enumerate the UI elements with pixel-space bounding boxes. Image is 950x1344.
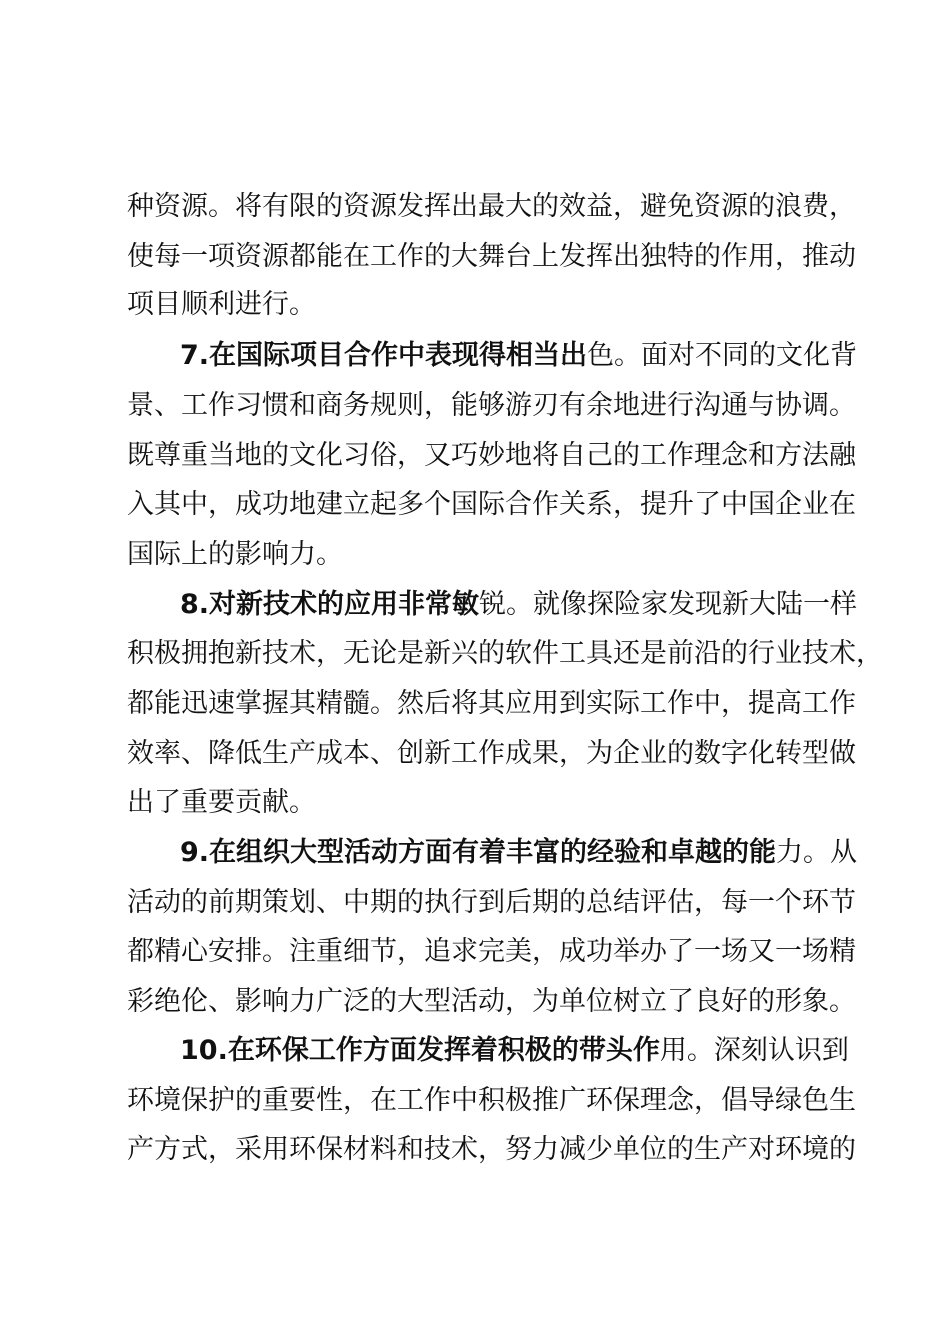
paragraph-line [127,729,856,779]
paragraph-line [127,280,832,330]
paragraph-line [127,878,856,928]
paragraph-heading-line [180,331,858,381]
line-text: 用。深刻认识到 [659,1035,849,1066]
item-heading: 8.对新技术的应用非常敏 [180,589,480,620]
line-text: 彩绝伦、影响力广泛的大型活动，为单位树立了良好的形象。 [127,986,856,1017]
line-text: 既尊重当地的文化习俗，又巧妙地将自己的工作理念和方法融 [127,440,856,471]
line-text: 种资源。将有限的资源发挥出最大的效益，避免资源的浪费， [127,191,856,222]
line-text: 积极拥抱新技术，无论是新兴的软件工具还是前沿的行业技术， [127,638,883,669]
line-text: 锐。就像探险家发现新大陆一样 [479,589,858,620]
line-text: 都能迅速掌握其精髓。然后将其应用到实际工作中，提高工作 [127,688,856,719]
line-text: 效率、降低生产成本、创新工作成果，为企业的数字化转型做 [127,738,856,769]
paragraph-line [127,431,856,481]
paragraph-line [127,679,856,729]
paragraph-line [127,629,883,679]
paragraph-line [127,977,856,1027]
paragraph-line [127,1076,856,1126]
paragraph-heading-line [180,580,858,630]
line-text: 出了重要贡献。 [127,787,316,818]
paragraph-line [127,530,832,580]
paragraph-line [127,927,856,977]
line-text: 活动的前期策划、中期的执行到后期的总结评估，每一个环节 [127,887,856,918]
item-heading: 7.在国际项目合作中表现得相当出 [180,340,588,371]
paragraph-line [127,480,856,530]
line-text: 产方式，采用环保材料和技术，努力减少单位的生产对环境的 [127,1134,856,1165]
paragraph-line [127,778,832,828]
line-text: 项目顺利进行。 [127,289,316,320]
line-text: 都精心安排。注重细节，追求完美，成功举办了一场又一场精 [127,936,856,967]
paragraph-line [127,381,856,431]
line-text: 国际上的影响力。 [127,539,343,570]
line-text: 环境保护的重要性，在工作中积极推广环保理念，倡导绿色生 [127,1085,856,1116]
paragraph-line [127,1125,856,1175]
item-heading: 10.在环保工作方面发挥着积极的带头作 [180,1035,660,1066]
line-text: 景、工作习惯和商务规则，能够游刃有余地进行沟通与协调。 [127,390,856,421]
line-text: 使每一项资源都能在工作的大舞台上发挥出独特的作用，推动 [127,241,856,272]
line-text: 入其中，成功地建立起多个国际合作关系，提升了中国企业在 [127,489,856,520]
paragraph-heading-line [180,1026,849,1076]
paragraph-line [127,232,856,282]
line-text: 色。面对不同的文化背 [587,340,858,371]
paragraph-heading-line [180,828,858,878]
line-text: 力。从 [776,837,858,868]
paragraph-line [127,182,856,232]
item-heading: 9.在组织大型活动方面有着丰富的经验和卓越的能 [180,837,777,868]
